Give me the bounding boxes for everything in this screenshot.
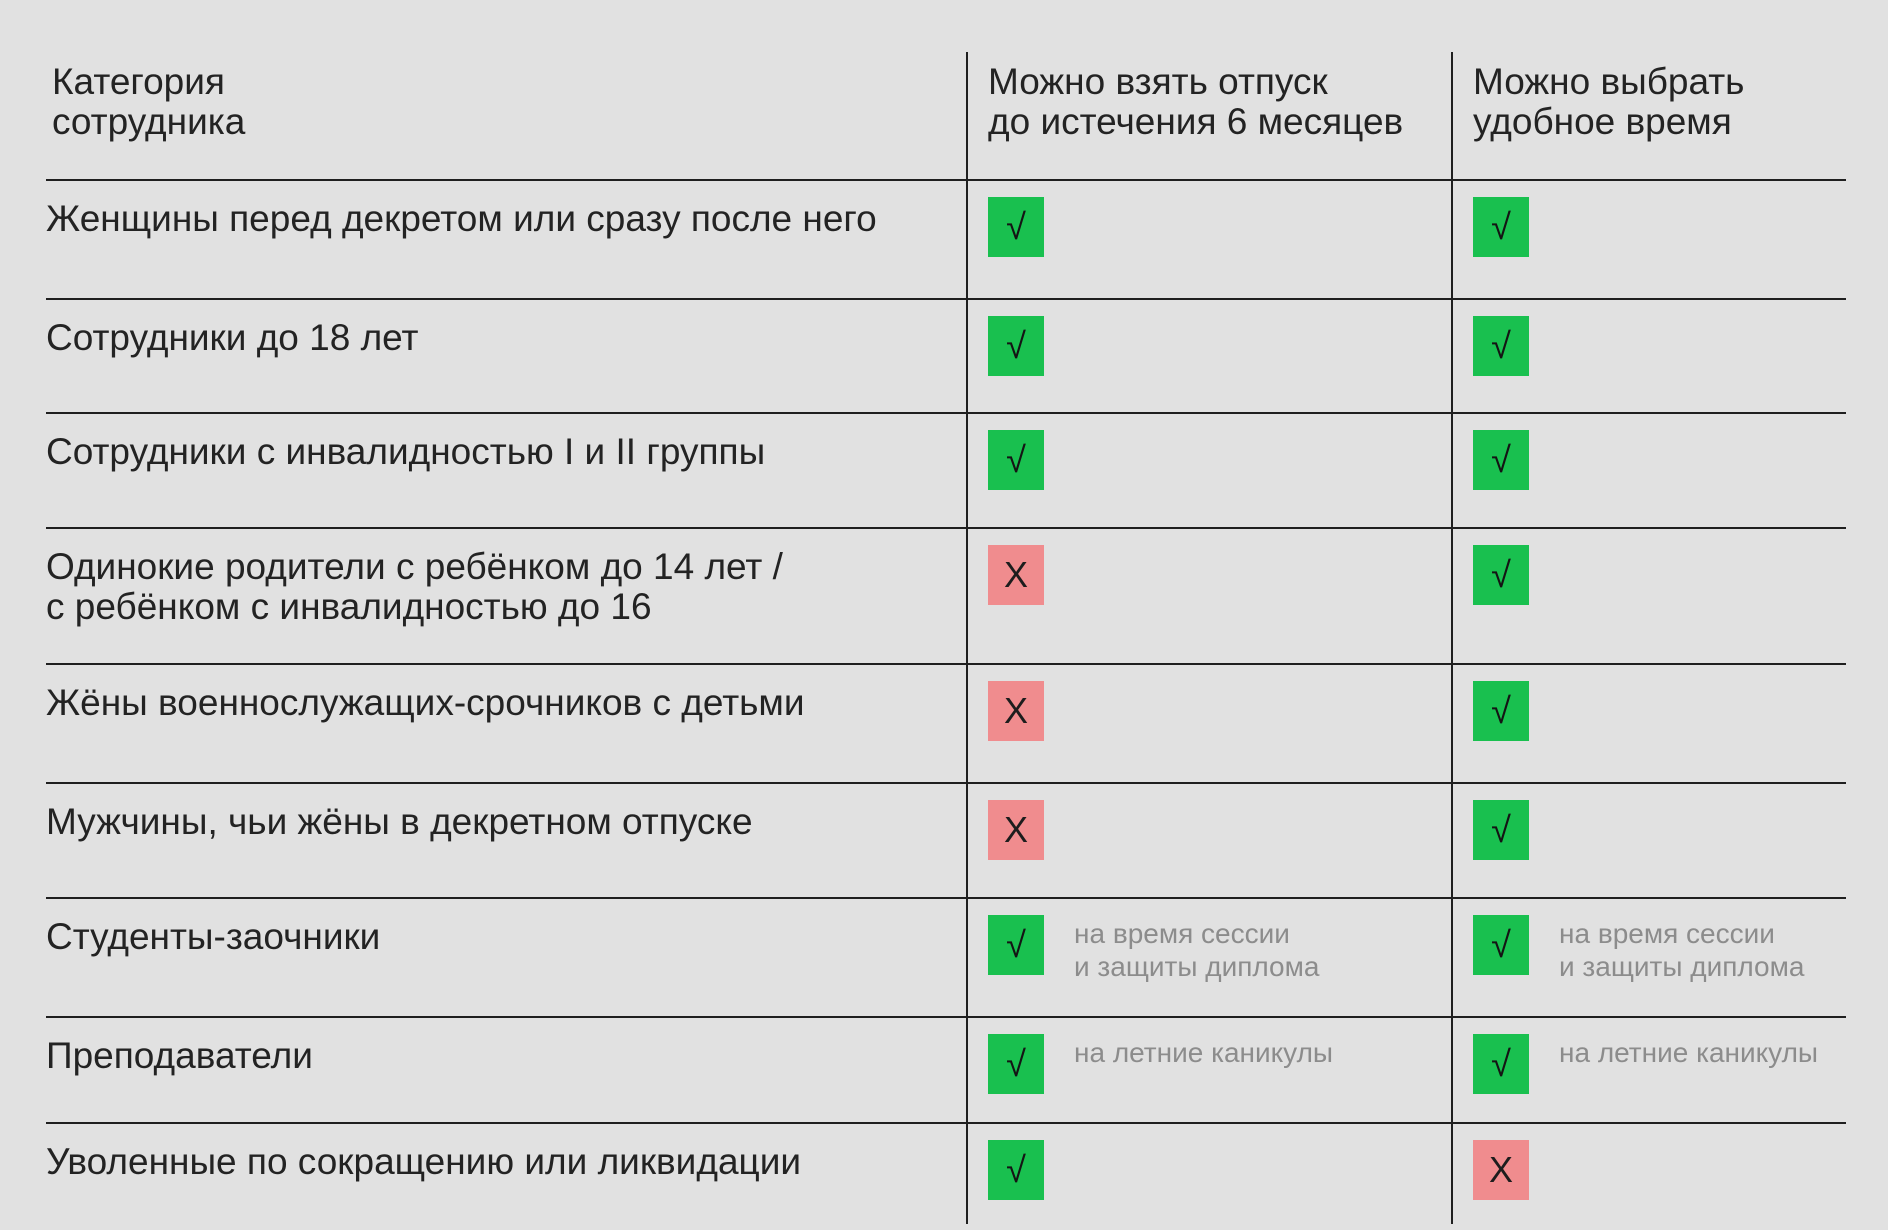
category-cell bbox=[46, 665, 966, 782]
header-early-leave-line: Можно взять отпуск bbox=[988, 61, 1328, 102]
choose-time-cell bbox=[1451, 529, 1846, 663]
header-choose-time-line: удобное время bbox=[1473, 101, 1732, 142]
category-line: Уволенные по сокращению или ликвидации bbox=[46, 1141, 802, 1182]
category-text bbox=[46, 784, 966, 842]
category-line: Женщины перед декретом или сразу после него bbox=[46, 198, 877, 239]
category-cell bbox=[46, 899, 966, 1016]
check-icon: √ bbox=[988, 1034, 1044, 1094]
table-row bbox=[46, 1124, 1846, 1224]
table-row bbox=[46, 1018, 1846, 1124]
category-line: Одинокие родители с ребёнком до 14 лет / bbox=[46, 546, 783, 587]
check-icon: √ bbox=[1473, 545, 1529, 605]
early-leave-cell bbox=[966, 300, 1451, 412]
table-row bbox=[46, 414, 1846, 529]
note-line: на время сессии bbox=[1559, 918, 1775, 949]
note-line: на летние каникулы bbox=[1559, 1037, 1819, 1068]
early-leave-cell bbox=[966, 1124, 1451, 1224]
vacation-eligibility-table bbox=[46, 52, 1846, 1224]
note-line: на летние каникулы bbox=[1074, 1037, 1334, 1068]
category-line: Жёны военнослужащих-срочников с детьми bbox=[46, 682, 805, 723]
check-icon: √ bbox=[988, 316, 1044, 376]
note-line: и защиты диплома bbox=[1074, 951, 1320, 982]
category-line: Сотрудники до 18 лет bbox=[46, 317, 419, 358]
category-cell bbox=[46, 414, 966, 527]
cross-icon: X bbox=[988, 681, 1044, 741]
check-icon: √ bbox=[1473, 681, 1529, 741]
category-text bbox=[46, 899, 966, 957]
category-line: Сотрудники с инвалидностью I и II группы bbox=[46, 431, 766, 472]
category-text bbox=[46, 665, 966, 723]
category-cell bbox=[46, 1018, 966, 1122]
header-early-leave bbox=[966, 52, 1451, 179]
category-line: Преподаватели bbox=[46, 1035, 313, 1076]
cross-icon: X bbox=[988, 800, 1044, 860]
table-row bbox=[46, 665, 1846, 784]
header-category-line: Категория bbox=[52, 61, 225, 102]
cell-note bbox=[1559, 917, 1804, 983]
category-cell bbox=[46, 1124, 966, 1224]
choose-time-cell bbox=[1451, 300, 1846, 412]
early-leave-cell bbox=[966, 784, 1451, 897]
category-line: Мужчины, чьи жёны в декретном отпуске bbox=[46, 801, 753, 842]
early-leave-cell bbox=[966, 414, 1451, 527]
category-text bbox=[46, 414, 966, 472]
cell-note bbox=[1559, 1036, 1818, 1069]
table-row bbox=[46, 899, 1846, 1018]
choose-time-cell bbox=[1451, 1124, 1846, 1224]
table-row bbox=[46, 529, 1846, 665]
category-text bbox=[46, 181, 966, 239]
category-text bbox=[46, 529, 966, 627]
check-icon: √ bbox=[1473, 430, 1529, 490]
note-line: на время сессии bbox=[1074, 918, 1290, 949]
note-line: и защиты диплома bbox=[1559, 951, 1805, 982]
early-leave-cell bbox=[966, 181, 1451, 298]
choose-time-cell bbox=[1451, 665, 1846, 782]
choose-time-cell bbox=[1451, 181, 1846, 298]
category-line: Студенты-заочники bbox=[46, 916, 381, 957]
header-early-leave-line: до истечения 6 месяцев bbox=[988, 101, 1404, 142]
early-leave-cell bbox=[966, 899, 1451, 1016]
choose-time-cell bbox=[1451, 784, 1846, 897]
category-text bbox=[46, 1018, 966, 1076]
check-icon: √ bbox=[1473, 800, 1529, 860]
category-text bbox=[46, 300, 966, 358]
check-icon: √ bbox=[988, 915, 1044, 975]
category-line: с ребёнком с инвалидностью до 16 bbox=[46, 586, 652, 627]
check-icon: √ bbox=[1473, 1034, 1529, 1094]
cell-note bbox=[1074, 917, 1319, 983]
cross-icon: X bbox=[1473, 1140, 1529, 1200]
check-icon: √ bbox=[988, 1140, 1044, 1200]
early-leave-cell bbox=[966, 529, 1451, 663]
table-row bbox=[46, 181, 1846, 300]
header-category-line: сотрудника bbox=[52, 101, 246, 142]
check-icon: √ bbox=[988, 197, 1044, 257]
category-cell bbox=[46, 300, 966, 412]
table-header bbox=[46, 52, 1846, 181]
cross-icon: X bbox=[988, 545, 1044, 605]
choose-time-cell bbox=[1451, 1018, 1846, 1122]
check-icon: √ bbox=[988, 430, 1044, 490]
category-cell bbox=[46, 784, 966, 897]
early-leave-cell bbox=[966, 1018, 1451, 1122]
category-cell bbox=[46, 181, 966, 298]
check-icon: √ bbox=[1473, 316, 1529, 376]
check-icon: √ bbox=[1473, 197, 1529, 257]
table-row bbox=[46, 300, 1846, 414]
category-cell bbox=[46, 529, 966, 663]
early-leave-cell bbox=[966, 665, 1451, 782]
choose-time-cell bbox=[1451, 414, 1846, 527]
header-choose-time bbox=[1451, 52, 1846, 179]
header-choose-time-line: Можно выбрать bbox=[1473, 61, 1745, 102]
cell-note bbox=[1074, 1036, 1333, 1069]
category-text bbox=[46, 1124, 966, 1182]
check-icon: √ bbox=[1473, 915, 1529, 975]
choose-time-cell bbox=[1451, 899, 1846, 1016]
table-row bbox=[46, 784, 1846, 899]
header-category bbox=[46, 52, 966, 179]
